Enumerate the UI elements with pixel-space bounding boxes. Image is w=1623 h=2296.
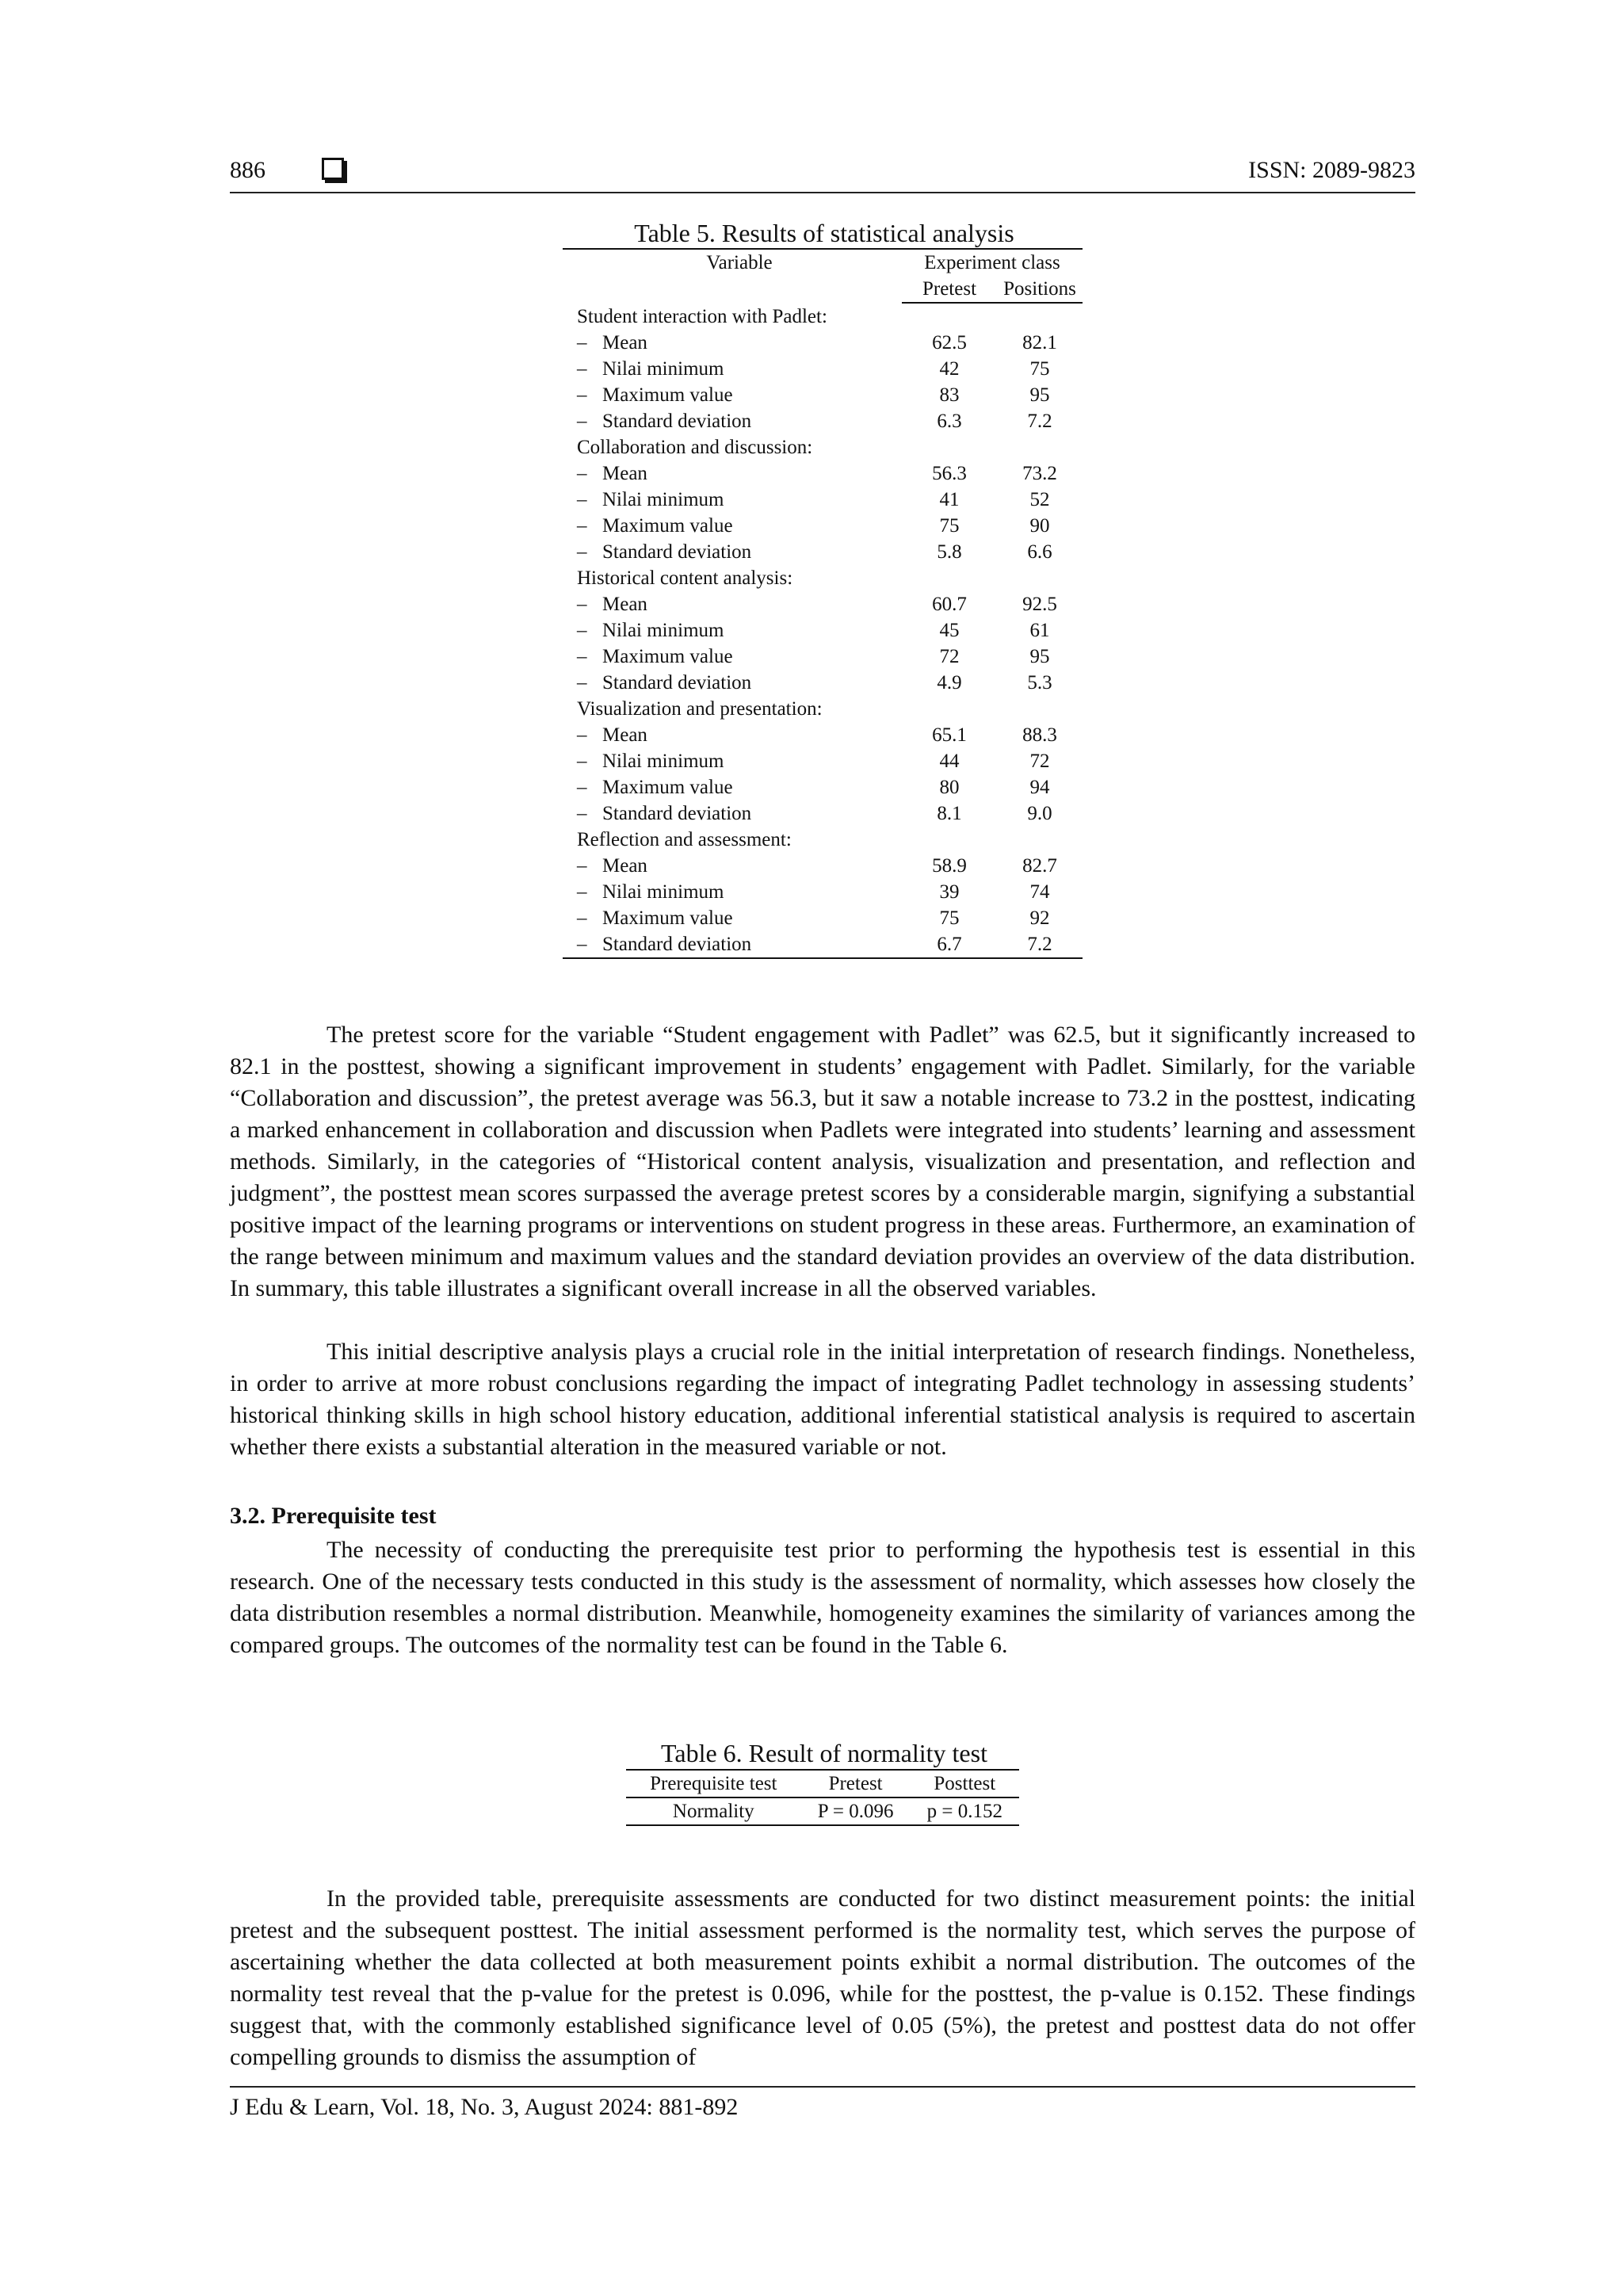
table5-row: [563, 382, 1083, 408]
table5-row: [563, 931, 1083, 958]
table5-row: [563, 617, 1083, 644]
row-label-text: Mean: [602, 332, 647, 353]
dash-bullet: –: [577, 358, 587, 380]
dash-bullet: –: [577, 384, 587, 406]
row-label-text: Maximum value: [602, 907, 733, 929]
table5-row: [563, 670, 1083, 696]
table5-positions-value: 73.2: [1022, 463, 1057, 484]
dash-bullet: –: [577, 463, 587, 484]
table5-pretest-value: 58.9: [932, 855, 967, 877]
table5-row: [563, 748, 1083, 774]
table5-col-group: Experiment class: [924, 252, 1060, 273]
table5-group-title: Historical content analysis:: [577, 567, 793, 589]
dash-bullet: –: [577, 515, 587, 537]
table5-positions-value: 9.0: [1027, 803, 1052, 824]
table5-pretest-value: 41: [939, 489, 960, 510]
row-label-text: Mean: [602, 855, 647, 877]
table5-row-label: [563, 356, 902, 382]
table5-row: [563, 487, 1083, 513]
table5-positions-value: 7.2: [1027, 411, 1052, 432]
table5-row: [563, 408, 1083, 434]
dash-bullet: –: [577, 777, 587, 798]
row-label-text: Standard deviation: [602, 411, 752, 432]
table5-pretest-value: 56.3: [932, 463, 967, 484]
table5-positions-value: 6.6: [1027, 541, 1052, 563]
table5-positions-value: 74: [1029, 881, 1050, 903]
table5-positions-value: 7.2: [997, 931, 1083, 958]
table5-row-label: [563, 853, 902, 879]
dash-bullet: –: [577, 855, 587, 877]
table5-pretest-value: 75: [939, 515, 960, 537]
table5-row: [563, 591, 1083, 617]
table5-row: [563, 879, 1083, 905]
row-label-text: Nilai minimum: [602, 751, 724, 772]
table5-row-label: [563, 382, 902, 408]
table5-row: [563, 722, 1083, 748]
table5-col-variable: Variable: [706, 252, 773, 273]
table5-group-row: [563, 696, 1083, 722]
row-label-text: Standard deviation: [602, 803, 752, 824]
table5-pretest-value: 62.5: [932, 332, 967, 353]
table5-col-positions: Positions: [997, 276, 1083, 303]
row-label-text: Nilai minimum: [602, 489, 724, 510]
table5-row-label: [563, 539, 902, 565]
table5-group-title: Student interaction with Padlet:: [577, 306, 827, 327]
table5-row-label: [563, 644, 902, 670]
row-label-text: Standard deviation: [602, 672, 752, 693]
table5-row-label: [563, 617, 902, 644]
table5-row: [563, 539, 1083, 565]
table5-positions-value: 90: [1029, 515, 1050, 537]
table5-positions-value: 88.3: [1022, 724, 1057, 746]
paragraph-results: The pretest score for the variable “Student engagement with Padlet” was 62.5, but it significantly increased to 82.1 in the posttest, showing a significant improvement in students’ engagement with Padlet. Similarly, for the variable “Collaboration and discussion”, the pretest average was 56.3, but it saw a notable increase to 73.2 in the posttest, indicating a marked enhancement in collaboration and discussion when Padlets were integrated into students’ learning and assessment methods. Similarly, in the categories of “Historical content analysis, visualization and presentation, and reflection and judgment”, the posttest mean scores surpassed the average pretest scores by a considerable margin, signifying a substantial positive impact of the learning programs or interventions on student progress in these areas. Furthermore, an examination of the range between minimum and maximum values and the standard deviation provides an overview of the data distribution. In summary, this table illustrates a significant overall increase in all the observed variables.: [230, 1022, 1415, 1301]
table5-row: [563, 356, 1083, 382]
table5-row-label: [563, 670, 902, 696]
row-label-text: Nilai minimum: [602, 620, 724, 641]
dash-bullet: –: [577, 803, 587, 824]
table5-group-title: Collaboration and discussion:: [577, 437, 813, 458]
table5-row-label: [563, 774, 902, 800]
table5-positions-value: 72: [1029, 751, 1050, 772]
row-label-text: Maximum value: [602, 777, 733, 798]
table5-row: [563, 905, 1083, 931]
table5-row: [563, 774, 1083, 800]
row-label-text: Maximum value: [602, 384, 733, 406]
table6-cell: Normality: [626, 1797, 801, 1825]
dash-bullet: –: [577, 881, 587, 903]
table5-caption: Table 5. Results of statistical analysis: [634, 219, 1014, 247]
table5-row: [563, 853, 1083, 879]
table6: [626, 1769, 1019, 1826]
table5-positions-value: 52: [1029, 489, 1050, 510]
dash-bullet: –: [577, 332, 587, 353]
table5-row-label: [563, 931, 902, 958]
table5-pretest-value: 65.1: [932, 724, 967, 746]
table5-positions-value: 92.5: [1022, 594, 1057, 615]
dash-bullet: –: [577, 489, 587, 510]
table5-row-label: [563, 460, 902, 487]
row-label-text: Nilai minimum: [602, 358, 724, 380]
table5-pretest-value: 83: [939, 384, 960, 406]
table5-body: [563, 303, 1083, 958]
table5-row-label: [563, 722, 902, 748]
dash-bullet: –: [577, 751, 587, 772]
row-label-text: Standard deviation: [602, 934, 752, 955]
table5-row-label: [563, 748, 902, 774]
table6-header: Prerequisite test: [626, 1770, 801, 1797]
table5-row: [563, 460, 1083, 487]
row-label-text: Maximum value: [602, 646, 733, 667]
table6-caption: Table 6. Result of normality test: [661, 1739, 987, 1767]
dash-bullet: –: [577, 541, 587, 563]
dash-bullet: –: [577, 620, 587, 641]
row-label-text: Standard deviation: [602, 541, 752, 563]
dash-bullet: –: [577, 646, 587, 667]
table5-row-label: [563, 330, 902, 356]
table5-positions-value: 82.1: [1022, 332, 1057, 353]
table5-pretest-value: 75: [939, 907, 960, 929]
table5-group-row: [563, 303, 1083, 330]
table6-cell: p = 0.152: [911, 1797, 1019, 1825]
table5-pretest-value: 5.8: [937, 541, 962, 563]
table5: [563, 248, 1083, 959]
row-label-text: Maximum value: [602, 515, 733, 537]
table5-pretest-value: 4.9: [937, 672, 962, 693]
table5-pretest-value: 6.3: [937, 411, 962, 432]
table5-row-label: [563, 591, 902, 617]
table6-cell: P = 0.096: [801, 1797, 911, 1825]
table5-positions-value: 61: [1029, 620, 1050, 641]
table5-group-title: Visualization and presentation:: [577, 698, 823, 720]
table5-positions-value: 82.7: [1022, 855, 1057, 877]
table5-positions-value: 95: [1029, 384, 1050, 406]
row-label-text: Mean: [602, 594, 647, 615]
table5-pretest-value: 60.7: [932, 594, 967, 615]
row-label-text: Nilai minimum: [602, 881, 724, 903]
table5-positions-value: 75: [1029, 358, 1050, 380]
row-label-text: Mean: [602, 724, 647, 746]
section-heading: 3.2. Prerequisite test: [230, 1503, 437, 1529]
table5-positions-value: 92: [1029, 907, 1050, 929]
issn: ISSN: 2089-9823: [1248, 157, 1415, 183]
table5-pretest-value: 39: [939, 881, 960, 903]
table5-pretest-value: 45: [939, 620, 960, 641]
dash-bullet: –: [577, 907, 587, 929]
table5-row-label: [563, 879, 902, 905]
paragraph-prerequisite: The necessity of conducting the prerequisite test prior to performing the hypothesis test is essential in this research. One of the necessary tests conducted in this study is the assessment of normality, which assesses how closely the data distribution resembles a normal distribution. Meanwhile, homogeneity examines the similarity of variances among the compared groups. The outcomes of the normality test can be found in the Table 6.: [230, 1537, 1415, 1658]
paragraph-normality: In the provided table, prerequisite assessments are conducted for two distinct measurement points: the initial pretest and the subsequent posttest. The initial assessment performed is the normality test, which serves the purpose of ascertaining whether the data collected at both measurement points exhibit a normal distribution. The outcomes of the normality test reveal that the p-value for the pretest is 0.096, while for the posttest, the p-value is 0.152. These findings suggest that, with the commonly established significance level of 0.05 (5%), the pretest and posttest data do not offer compelling grounds to dismiss the assumption of: [230, 1885, 1415, 2070]
dash-bullet: –: [577, 934, 587, 955]
box-icon: [322, 158, 344, 180]
table5-group-row: [563, 434, 1083, 460]
page-header: [230, 151, 1415, 193]
table5-pretest-value: 44: [939, 751, 960, 772]
row-label-text: Mean: [602, 463, 647, 484]
table5-row-label: [563, 800, 902, 827]
page-footer: [230, 2086, 1415, 2120]
table6-header: Pretest: [801, 1770, 911, 1797]
table5-pretest-value: 42: [939, 358, 960, 380]
table6-header: Posttest: [911, 1770, 1019, 1797]
table5-pretest-value: 8.1: [937, 803, 962, 824]
table5-group-title: Reflection and assessment:: [577, 829, 792, 850]
dash-bullet: –: [577, 724, 587, 746]
table5-row-label: [563, 408, 902, 434]
table5-row: [563, 644, 1083, 670]
table5-row: [563, 800, 1083, 827]
table5-group-row: [563, 565, 1083, 591]
table5-row-label: [563, 487, 902, 513]
table5-pretest-value: 72: [939, 646, 960, 667]
table5-row-label: [563, 513, 902, 539]
page-number: 886: [230, 157, 265, 183]
table5-col-pretest: Pretest: [902, 276, 997, 303]
table5-pretest-value: 6.7: [902, 931, 997, 958]
table5-row: [563, 513, 1083, 539]
paragraph-descriptive: This initial descriptive analysis plays a crucial role in the initial interpretation of research findings. Nonetheless, in order to arrive at more robust conclusions regarding the impact of integrating Padlet technology in assessing students’ historical thinking skills in high school history education, additional inferential statistical analysis is required to ascertain whether there exists a substantial alteration in the measured variable or not.: [230, 1339, 1415, 1460]
table5-positions-value: 95: [1029, 646, 1050, 667]
table5-group-row: [563, 827, 1083, 853]
table5-row-label: [563, 905, 902, 931]
footer-citation: J Edu & Learn, Vol. 18, No. 3, August 2024: 881-892: [230, 2094, 739, 2120]
dash-bullet: –: [577, 411, 587, 432]
dash-bullet: –: [577, 672, 587, 693]
dash-bullet: –: [577, 594, 587, 615]
table5-row: [563, 330, 1083, 356]
table5-pretest-value: 80: [939, 777, 960, 798]
table5-positions-value: 5.3: [1027, 672, 1052, 693]
table5-positions-value: 94: [1029, 777, 1050, 798]
